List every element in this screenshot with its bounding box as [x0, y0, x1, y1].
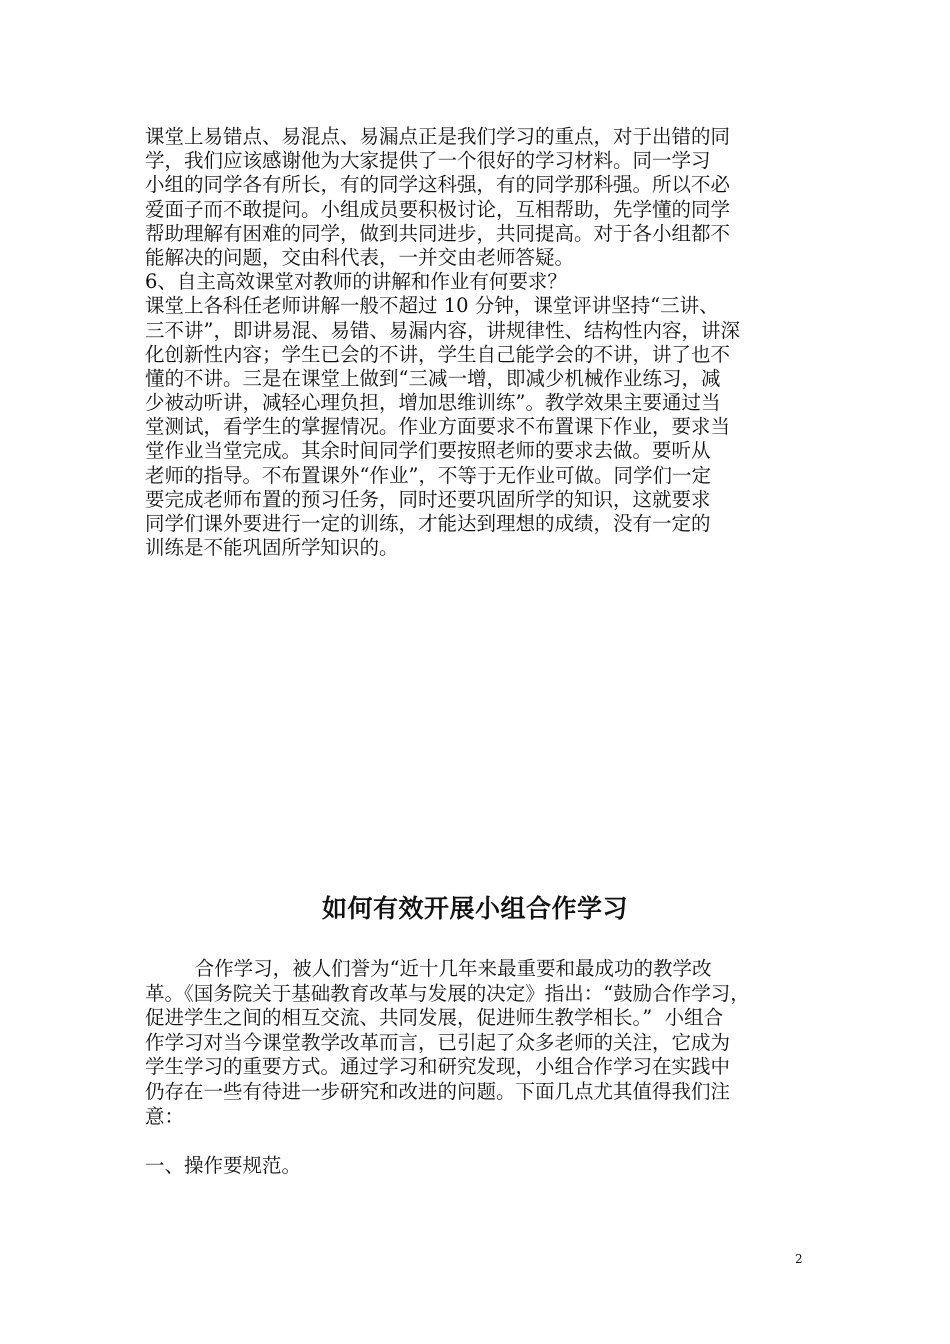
text-line: 同学们课外要进行一定的训练，才能达到理想的成绩，没有一定的 [145, 512, 711, 535]
body-text-bottom [145, 957, 805, 1129]
page-number: 2 [795, 1252, 803, 1266]
text-line: 意： [145, 1104, 185, 1128]
text-line: 仍存在一些有待进一步研究和改进的问题。下面几点尤其值得我们注 [145, 1079, 731, 1103]
text-line: 小组的同学各有所长，有的同学这科强，有的同学那科强。所以不必 [145, 173, 731, 197]
text-line: 化创新性内容；学生已会的不讲，学生自己能学会的不讲，讲了也不 [145, 342, 731, 366]
section-heading: 一、操作要规范。 [145, 1154, 302, 1177]
text-line: 学，我们应该感谢他为大家提供了一个很好的学习材料。同一学习 [145, 149, 711, 173]
text-line: 能解决的问题，交由科代表，一并交由老师答疑。 [145, 245, 575, 269]
text-line: 作学习对当今课堂教学改革而言，已引起了众多老师的关注，它成为 [145, 1030, 731, 1054]
text-line: 促进学生之间的相互交流、共同发展，促进师生教学相长。” 小组合 [145, 1006, 724, 1030]
text-line: 帮助理解有困难的同学，做到共同进步，共同提高。对于各小组都不 [145, 221, 731, 245]
text-line: 堂作业当堂完成。其余时间同学们要按照老师的要求去做。要听从 [145, 439, 711, 463]
text-line: 要完成老师布置的预习任务，同时还要巩固所学的知识，这就要求 [145, 487, 711, 511]
text-line: 三不讲”，即讲易混、易错、易漏内容，讲规律性、结构性内容，讲深 [145, 318, 740, 342]
text-line: 合作学习，被人们誉为“近十几年来最重要和最成功的教学改 [145, 957, 712, 980]
text-line: 爱面子而不敢提问。小组成员要积极讨论，互相帮助，先学懂的同学 [145, 197, 731, 221]
text-line: 课堂上易错点、易混点、易漏点正是我们学习的重点，对于出错的同 [145, 125, 731, 148]
text-line: 课堂上各科任老师讲解一般不超过 10 分钟，课堂评讲坚持“三讲、 [145, 294, 719, 318]
text-line: 老师的指导。不布置课外“作业”，不等于无作业可做。同学们一定 [145, 463, 711, 487]
text-line: 学生学习的重要方式。通过学习和研究发现，小组合作学习在实践中 [145, 1055, 731, 1079]
article-title: 如何有效开展小组合作学习 [321, 894, 628, 923]
text-line: 革。《国务院关于基础教育改革与发展的决定》指出：“鼓励合作学习， [145, 981, 750, 1005]
body-text-top [145, 125, 805, 560]
question-heading: 6、自主高效课堂对教师的讲解和作业有何要求？ [145, 270, 567, 294]
text-line: 少被动听讲，减轻心理负担，增加思维训练”。教学效果主要通过当 [145, 391, 721, 415]
text-line: 训练是不能巩固所学知识的。 [145, 536, 399, 560]
text-line: 堂测试，看学生的掌握情况。作业方面要求不布置课下作业，要求当 [145, 415, 731, 439]
text-line: 懂的不讲。三是在课堂上做到“三减一增，即减少机械作业练习，减 [145, 366, 721, 390]
